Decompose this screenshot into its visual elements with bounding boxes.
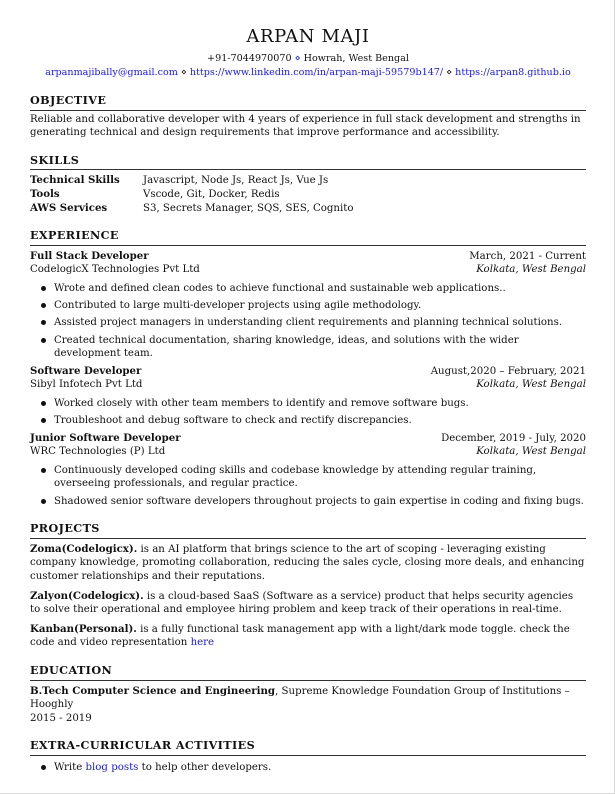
skill-row bbox=[30, 202, 586, 216]
skill-label: AWS Services bbox=[30, 201, 108, 214]
education-institution: , Supreme Knowledge Foundation Group of Institutions – Hooghly bbox=[30, 685, 570, 711]
job-company: WRC Technologies (P) Ltd bbox=[30, 446, 166, 458]
job-subheader bbox=[30, 263, 586, 277]
list-item bbox=[40, 397, 586, 411]
job-dates: March, 2021 - Current bbox=[469, 250, 586, 262]
bullet-text: Shadowed senior software developers throughout projects to gain expertise in coding and fixing bugs. bbox=[54, 495, 584, 507]
bullet-text: Wrote and defined clean codes to achieve functional and sustainable web applications.. bbox=[54, 282, 506, 294]
section-title-skills: SKILLS bbox=[30, 154, 586, 171]
bullet-icon bbox=[41, 765, 46, 770]
bullet-text: Worked closely with other team members to identify and remove software bugs. bbox=[54, 397, 469, 409]
candidate-name: ARPAN MAJI bbox=[246, 26, 370, 47]
job-subheader bbox=[30, 445, 586, 459]
bullet-text: Assisted project managers in understanding client requirements and planning technical solutions. bbox=[54, 317, 563, 329]
project-name: Zalyon(Codelogicx). bbox=[30, 589, 144, 602]
bullet-text: Troubleshoot and debug software to check and rectify discrepancies. bbox=[54, 415, 412, 427]
project-item bbox=[30, 623, 586, 650]
list-item bbox=[40, 464, 586, 491]
list-item bbox=[40, 282, 586, 296]
job-location: Kolkata, West Bengal bbox=[476, 379, 586, 391]
education-years: 2015 - 2019 bbox=[30, 712, 92, 724]
job-header bbox=[30, 432, 586, 446]
github-link[interactable]: https://arpan8.github.io bbox=[455, 67, 571, 78]
job-subheader bbox=[30, 378, 586, 392]
list-item bbox=[40, 334, 586, 361]
extracurricular-prefix: Write bbox=[54, 761, 83, 773]
skill-value: Vscode, Git, Docker, Redis bbox=[143, 188, 280, 200]
project-description: is a fully functional task management app with a light/dark mode toggle. check the code and video representation bbox=[30, 623, 570, 649]
project-description: is a cloud-based SaaS (Software as a service) product that helps security agencies to solve their operational and employee hiring problem and keep track of their operations in real-time. bbox=[30, 590, 574, 616]
job-entry bbox=[30, 365, 586, 428]
bullet-icon bbox=[41, 320, 46, 325]
list-item bbox=[40, 316, 586, 330]
bullet-text: Created technical documentation, sharing knowledge, ideas, and solutions with the wider development team. bbox=[54, 334, 519, 360]
email-link[interactable]: arpanmajibally@gmail.com bbox=[45, 67, 178, 78]
education-degree: B.Tech Computer Science and Engineering bbox=[30, 684, 276, 697]
project-item bbox=[30, 543, 586, 584]
objective-text: Reliable and collaborative developer with 4 years of experience in full stack development and strengths in generating technical and design requirements that improve performance and accessibility. bbox=[30, 113, 581, 139]
job-role: Software Developer bbox=[30, 364, 142, 377]
section-title-education: EDUCATION bbox=[30, 664, 586, 681]
bullet-icon bbox=[41, 338, 46, 343]
list-item bbox=[40, 299, 586, 313]
job-entry bbox=[30, 432, 586, 509]
job-location: Kolkata, West Bengal bbox=[476, 446, 586, 458]
links-line bbox=[30, 66, 586, 80]
bullet-icon bbox=[41, 401, 46, 406]
job-role: Full Stack Developer bbox=[30, 249, 149, 262]
skill-row bbox=[30, 174, 586, 188]
list-item bbox=[40, 761, 586, 775]
separator-icon: ⋄ bbox=[180, 67, 187, 78]
skills-table bbox=[30, 174, 586, 215]
section-title-projects: PROJECTS bbox=[30, 522, 586, 539]
job-location: Kolkata, West Bengal bbox=[476, 264, 586, 276]
job-dates: August,2020 – February, 2021 bbox=[430, 365, 586, 377]
project-link[interactable]: here bbox=[190, 637, 215, 649]
skill-label: Technical Skills bbox=[30, 174, 120, 187]
list-item bbox=[40, 414, 586, 428]
bullet-icon bbox=[41, 303, 46, 308]
bullet-text: Continuously developed coding skills and codebase knowledge by attending regular training, overseeing professionals, and regular practice. bbox=[54, 464, 537, 490]
job-company: CodelogicX Technologies Pvt Ltd bbox=[30, 264, 200, 276]
job-entry bbox=[30, 250, 586, 361]
project-description: is an AI platform that brings science to the art of scoping - leveraging existing company knowledge, promoting collaboration, reducing the sales cycle, closing more deals, and enhancing customer relationships and their reputations. bbox=[30, 543, 585, 582]
section-title-objective: OBJECTIVE bbox=[30, 94, 586, 111]
job-dates: December, 2019 - July, 2020 bbox=[441, 432, 586, 444]
phone-number: +91-7044970070 bbox=[207, 53, 292, 64]
bullet-icon bbox=[41, 499, 46, 504]
job-bullets bbox=[30, 397, 586, 428]
skill-value: S3, Secrets Manager, SQS, SES, Cognito bbox=[143, 202, 354, 214]
project-item bbox=[30, 590, 586, 617]
contact-line bbox=[30, 52, 586, 66]
location: Howrah, West Bengal bbox=[303, 53, 409, 64]
separator-icon: ⋄ bbox=[446, 67, 453, 78]
job-bullets bbox=[30, 282, 586, 361]
bullet-icon bbox=[41, 286, 46, 291]
section-title-extracurricular: EXTRA-CURRICULAR ACTIVITIES bbox=[30, 739, 586, 756]
project-name: Kanban(Personal). bbox=[30, 622, 137, 635]
blog-posts-link[interactable]: blog posts bbox=[85, 761, 139, 773]
extracurricular-suffix: to help other developers. bbox=[141, 761, 272, 773]
linkedin-link[interactable]: https://www.linkedin.com/in/arpan-maji-59579b147/ bbox=[189, 67, 444, 78]
skill-value: Javascript, Node Js, React Js, Vue Js bbox=[143, 175, 329, 187]
section-title-experience: EXPERIENCE bbox=[30, 229, 586, 246]
education-entry bbox=[30, 685, 586, 726]
bullet-icon bbox=[41, 418, 46, 423]
job-company: Sibyl Infotech Pvt Ltd bbox=[30, 379, 143, 391]
bullet-text: Contributed to large multi-developer projects using agile methodology. bbox=[54, 300, 422, 312]
extracurricular-bullets bbox=[30, 761, 586, 775]
job-bullets bbox=[30, 464, 586, 508]
job-role: Junior Software Developer bbox=[30, 431, 181, 444]
project-name: Zoma(Codelogicx). bbox=[30, 542, 138, 555]
skill-row bbox=[30, 188, 586, 202]
bullet-icon bbox=[41, 468, 46, 473]
job-header bbox=[30, 365, 586, 379]
list-item bbox=[40, 495, 586, 509]
separator-icon: ⋄ bbox=[294, 53, 301, 64]
job-header bbox=[30, 250, 586, 264]
skill-label: Tools bbox=[30, 187, 60, 200]
